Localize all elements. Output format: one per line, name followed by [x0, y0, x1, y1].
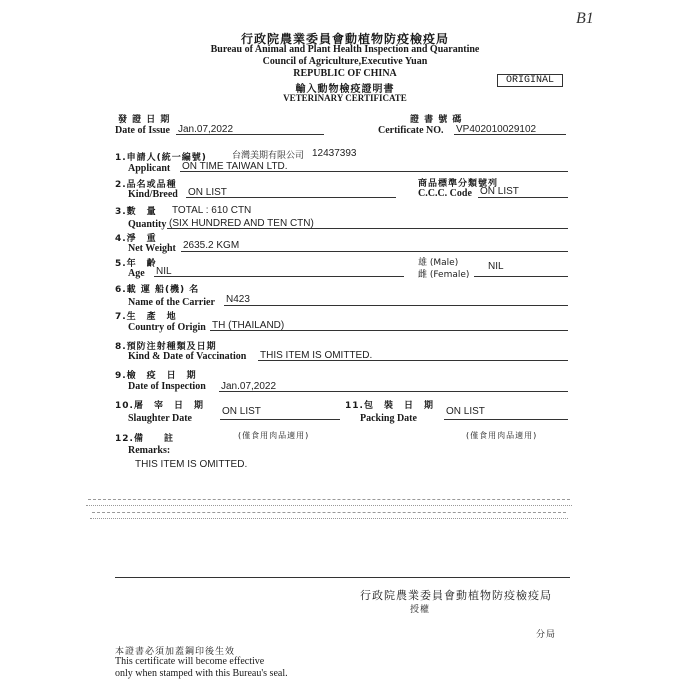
cert-no-label-en: Certificate NO. — [378, 125, 444, 136]
vaccination-label-en: Kind & Date of Vaccination — [128, 351, 247, 362]
issue-date-label-zh: 發 證 日 期 — [118, 115, 171, 125]
remarks-label-en: Remarks: — [128, 445, 171, 456]
remarks-label-zh: 12.備 註 — [115, 434, 174, 444]
applicant-id: 12437393 — [312, 148, 357, 159]
footer-authorized-zh: 授權 — [410, 605, 431, 615]
carrier-value: N423 — [226, 294, 250, 305]
remarks-value: THIS ITEM IS OMITTED. — [135, 459, 248, 470]
vaccination-value: THIS ITEM IS OMITTED. — [260, 350, 373, 361]
carrier-label-en: Name of the Carrier — [128, 297, 215, 308]
bureau-name-en: Bureau of Animal and Plant Health Inspection and Quarantine — [210, 44, 480, 55]
age-label-zh: 5.年 齡 — [115, 259, 157, 269]
quantity-value: (SIX HUNDRED AND TEN CTN) — [169, 218, 314, 229]
corner-handwritten-mark: B1 — [576, 10, 594, 27]
kind-label-zh: 2.品名或品種 — [115, 180, 177, 190]
packing-value: ON LIST — [446, 406, 485, 417]
vaccination-label-zh: 8.預防注射種類及日期 — [115, 342, 217, 352]
ccc-value: ON LIST — [480, 186, 519, 197]
certificate-title-zh: 輸入動物檢疫證明書 — [295, 84, 395, 95]
applicant-label-en: Applicant — [128, 163, 171, 174]
kind-value: ON LIST — [188, 187, 227, 198]
slaughter-label-en: Slaughter Date — [128, 413, 192, 424]
sex-female-label: 雌 (Female) — [418, 270, 470, 280]
original-stamp: ORIGINAL — [497, 74, 563, 87]
age-label-en: Age — [128, 268, 145, 279]
footer-branch-zh: 分局 — [536, 630, 557, 640]
slaughter-label-zh: 10.屠 宰 日 期 — [115, 401, 204, 411]
age-value: NIL — [156, 266, 172, 277]
footer-authority-zh: 行政院農業委員會動植物防疫檢疫局 — [360, 589, 552, 602]
agency-name-zh: 行政院農業委員會動植物防疫檢疫局 — [240, 32, 449, 46]
origin-label-en: Country of Origin — [128, 322, 206, 333]
ccc-label-en: C.C.C. Code — [418, 188, 472, 199]
applicant-value: ON TIME TAIWAN LTD. — [182, 161, 288, 172]
kind-label-en: Kind/Breed — [128, 189, 178, 200]
quantity-label-en: Quantity — [128, 219, 167, 230]
origin-label-zh: 7.生 產 地 — [115, 312, 177, 322]
footer-divider — [115, 577, 570, 578]
slaughter-note: (僅食用肉品適用) — [238, 431, 310, 440]
weight-label-en: Net Weight — [128, 243, 176, 254]
weight-label-zh: 4.淨 重 — [115, 234, 157, 244]
country-name-en: REPUBLIC OF CHINA — [293, 68, 397, 79]
seal-note-zh: 本證書必須加蓋鋼印後生效 — [115, 647, 236, 657]
cert-no-value: VP402010029102 — [456, 124, 537, 135]
packing-label-en: Packing Date — [360, 413, 417, 424]
inspection-label-en: Date of Inspection — [128, 381, 206, 392]
inspection-label-zh: 9.檢 疫 日 期 — [115, 371, 197, 381]
seal-note-en-1: This certificate will become effective — [115, 656, 265, 667]
quantity-total: TOTAL : 610 CTN — [172, 205, 252, 216]
carrier-label-zh: 6.載 運 船(機) 名 — [115, 285, 200, 295]
issue-date-value: Jan.07,2022 — [178, 124, 234, 135]
certificate-title-en: VETERINARY CERTIFICATE — [283, 93, 407, 103]
applicant-name-zh: 台灣美期有限公司 — [232, 151, 305, 161]
packing-label-zh: 11.包 裝 日 期 — [345, 401, 434, 411]
sex-male-label: 雄 (Male) — [418, 258, 459, 268]
sex-value: NIL — [488, 261, 504, 272]
weight-value: 2635.2 KGM — [183, 240, 240, 251]
seal-note-en-2: only when stamped with this Bureau's seal. — [115, 668, 288, 679]
packing-note: (僅食用肉品適用) — [466, 431, 538, 440]
applicant-label-zh: 1.申請人(統一編號) — [115, 153, 207, 163]
slaughter-value: ON LIST — [222, 406, 261, 417]
origin-value: TH (THAILAND) — [212, 320, 285, 331]
cert-no-label-zh: 證 書 號 碼 — [410, 115, 463, 125]
council-name-en: Council of Agriculture,Executive Yuan — [262, 56, 428, 67]
issue-date-label-en: Date of Issue — [115, 125, 170, 136]
inspection-value: Jan.07,2022 — [221, 381, 277, 392]
quantity-label-zh: 3.數 量 — [115, 207, 157, 217]
ccc-label-zh: 商品標準分類號列 — [418, 179, 499, 189]
